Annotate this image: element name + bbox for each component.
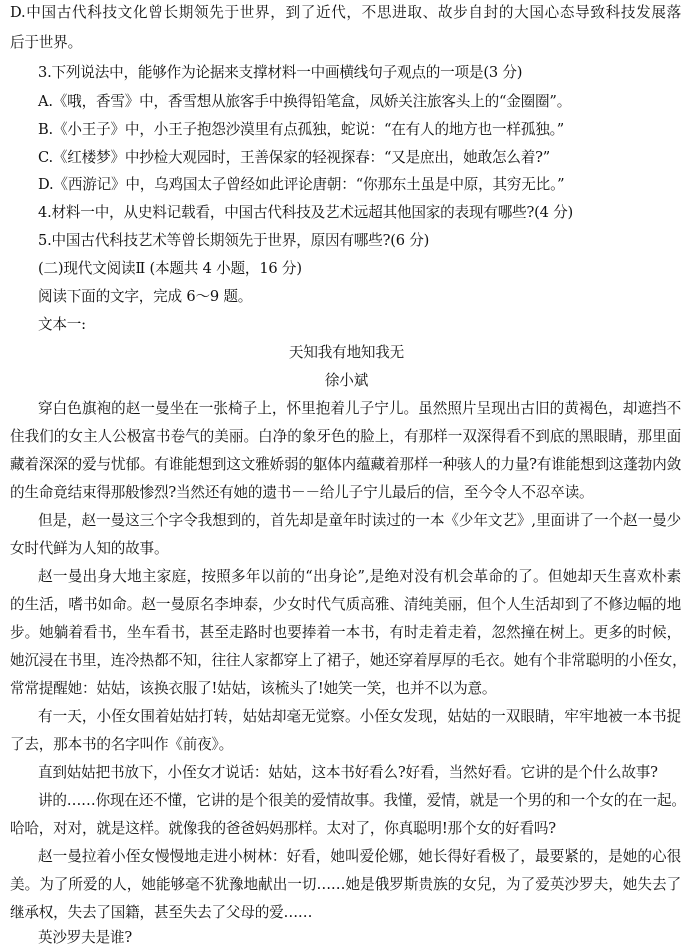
question-3-option-c: C.《红楼梦》中抄检大观园时，王善保家的轻视探春：“又是庶出，她敢怎么着?” [38,149,551,166]
paragraph-line: 她沉浸在书里，连冷热都不知，往往人家都穿上了裙子，她还穿着厚厚的毛衣。她有个非常聪明的小侄女， [10,652,687,669]
paragraph-line: 美。为了所爱的人，她能够毫不犹豫地献出一切……她是俄罗斯贵族的女兒，为了爱英沙罗夫，她失去了 [10,876,681,893]
paragraph-line: 住我们的女主人公极富书卷气的美丽。白净的象牙色的脸上，有那样一双深得看不到底的黑眼睛，那里面 [10,428,681,445]
paragraph-line: 藏着深深的爱与忧郁。有谁能想到这文雅娇弱的躯体内蕴藏着那样一种骇人的力量?有谁能想到这蓬勃内敛 [10,456,681,473]
paragraph-line: 有一天，小侄女围着姑姑打转，姑姑却毫无觉察。小侄女发现，姑姑的一双眼睛，牢牢地被一本书捉 [38,708,681,725]
paragraph-line: 了去，那本书的名字叫作《前夜》。 [10,736,234,753]
paragraph-line: 讲的……你现在还不懂，它讲的是个很美的爱情故事。我懂，爱情，就是一个男的和一个女的在一起。 [38,792,686,809]
section-heading: (二)现代文阅读Ⅱ (本题共 4 小题，16 分) [38,260,302,277]
text-one-label: 文本一: [38,316,86,333]
paragraph-line: 赵一曼拉着小侄女慢慢地走进小树林：好看，她叫爱伦娜，她长得好看极了，最要紧的，是她的心很 [38,848,681,865]
paragraph-line: 哈哈，对对，就是这样。就像我的爸爸妈妈那样。太对了，你真聪明!那个女的好看吗? [10,820,556,837]
question-4: 4.材料一中，从史料记载看，中国古代科技及艺术远超其他国家的表现有哪些?(4 分) [38,204,574,221]
question-3-option-b: B.《小王子》中，小王子抱怨沙漠里有点孤独，蛇说：“在有人的地方也一样孤独。” [38,121,564,138]
paragraph-line: 女时代鲜为人知的故事。 [10,540,169,557]
article-title: 天知我有地知我无 [288,344,405,361]
paragraph-line: 常常提醒她：姑姑，该换衣服了!姑姑，该梳头了!她笑一笑，也并不以为意。 [10,680,497,697]
paragraph-line: 直到姑姑把书放下，小侄女才说话：姑姑，这本书好看么?好看，当然好看。它讲的是个什么故事? [38,764,658,781]
paragraph-line: 英沙罗夫是谁? [38,929,132,946]
option-d-line-1: D.中国古代科技文化曾长期领先于世界，到了近代，不思进取、故步自封的大国心态导致科技发展落 [10,4,681,21]
reading-instruction: 阅读下面的文字，完成 6～9 题。 [38,288,253,305]
paragraph-line: 的生命竟结束得那般惨烈?当然还有她的遗书－－给儿子宁儿最后的信，至今令人不忍卒读。 [10,484,594,501]
question-3: 3.下列说法中，能够作为论据来支撑材料一中画横线句子观点的一项是(3 分) [38,64,523,81]
option-d-line-2: 后于世界。 [10,34,82,51]
question-3-option-d: D.《西游记》中，乌鸡国太子曾经如此评论唐朝：“你那东土虽是中原，其穷无比。” [38,176,565,193]
question-3-option-a: A.《哦，香雪》中，香雪想从旅客手中换得铅笔盒，凤娇关注旅客头上的“金圈圈”。 [38,93,572,110]
paragraph-line: 但是，赵一曼这三个字令我想到的，首先却是童年时读过的一本《少年文艺》,里面讲了一个赵一曼少 [38,512,681,529]
paragraph-line: 继承权，失去了国籍，甚至失去了父母的爱…… [10,904,313,921]
paragraph-line: 赵一曼出身大地主家庭，按照多年以前的“出身论”,是绝对没有机会革命的了。但她却天生喜欢朴素 [38,568,681,585]
paragraph-line: 步。她躺着看书，坐车看书，甚至走路时也要捧着一本书，有时走着走着，忽然撞在树上。更多的时候， [10,624,681,641]
question-5: 5.中国古代科技艺术等曾长期领先于世界，原因有哪些?(6 分) [38,232,430,249]
paragraph-line: 的生活，嗜书如命。赵一曼原名李坤泰，少女时代气质高雅、清纯美丽，但个人生活却到了不修边幅的地 [10,596,681,613]
paragraph-line: 穿白色旗袍的赵一曼坐在一张椅子上，怀里抱着儿子宁儿。虽然照片呈现出古旧的黄褐色，却遮挡不 [38,400,681,417]
article-author: 徐小斌 [324,372,369,389]
